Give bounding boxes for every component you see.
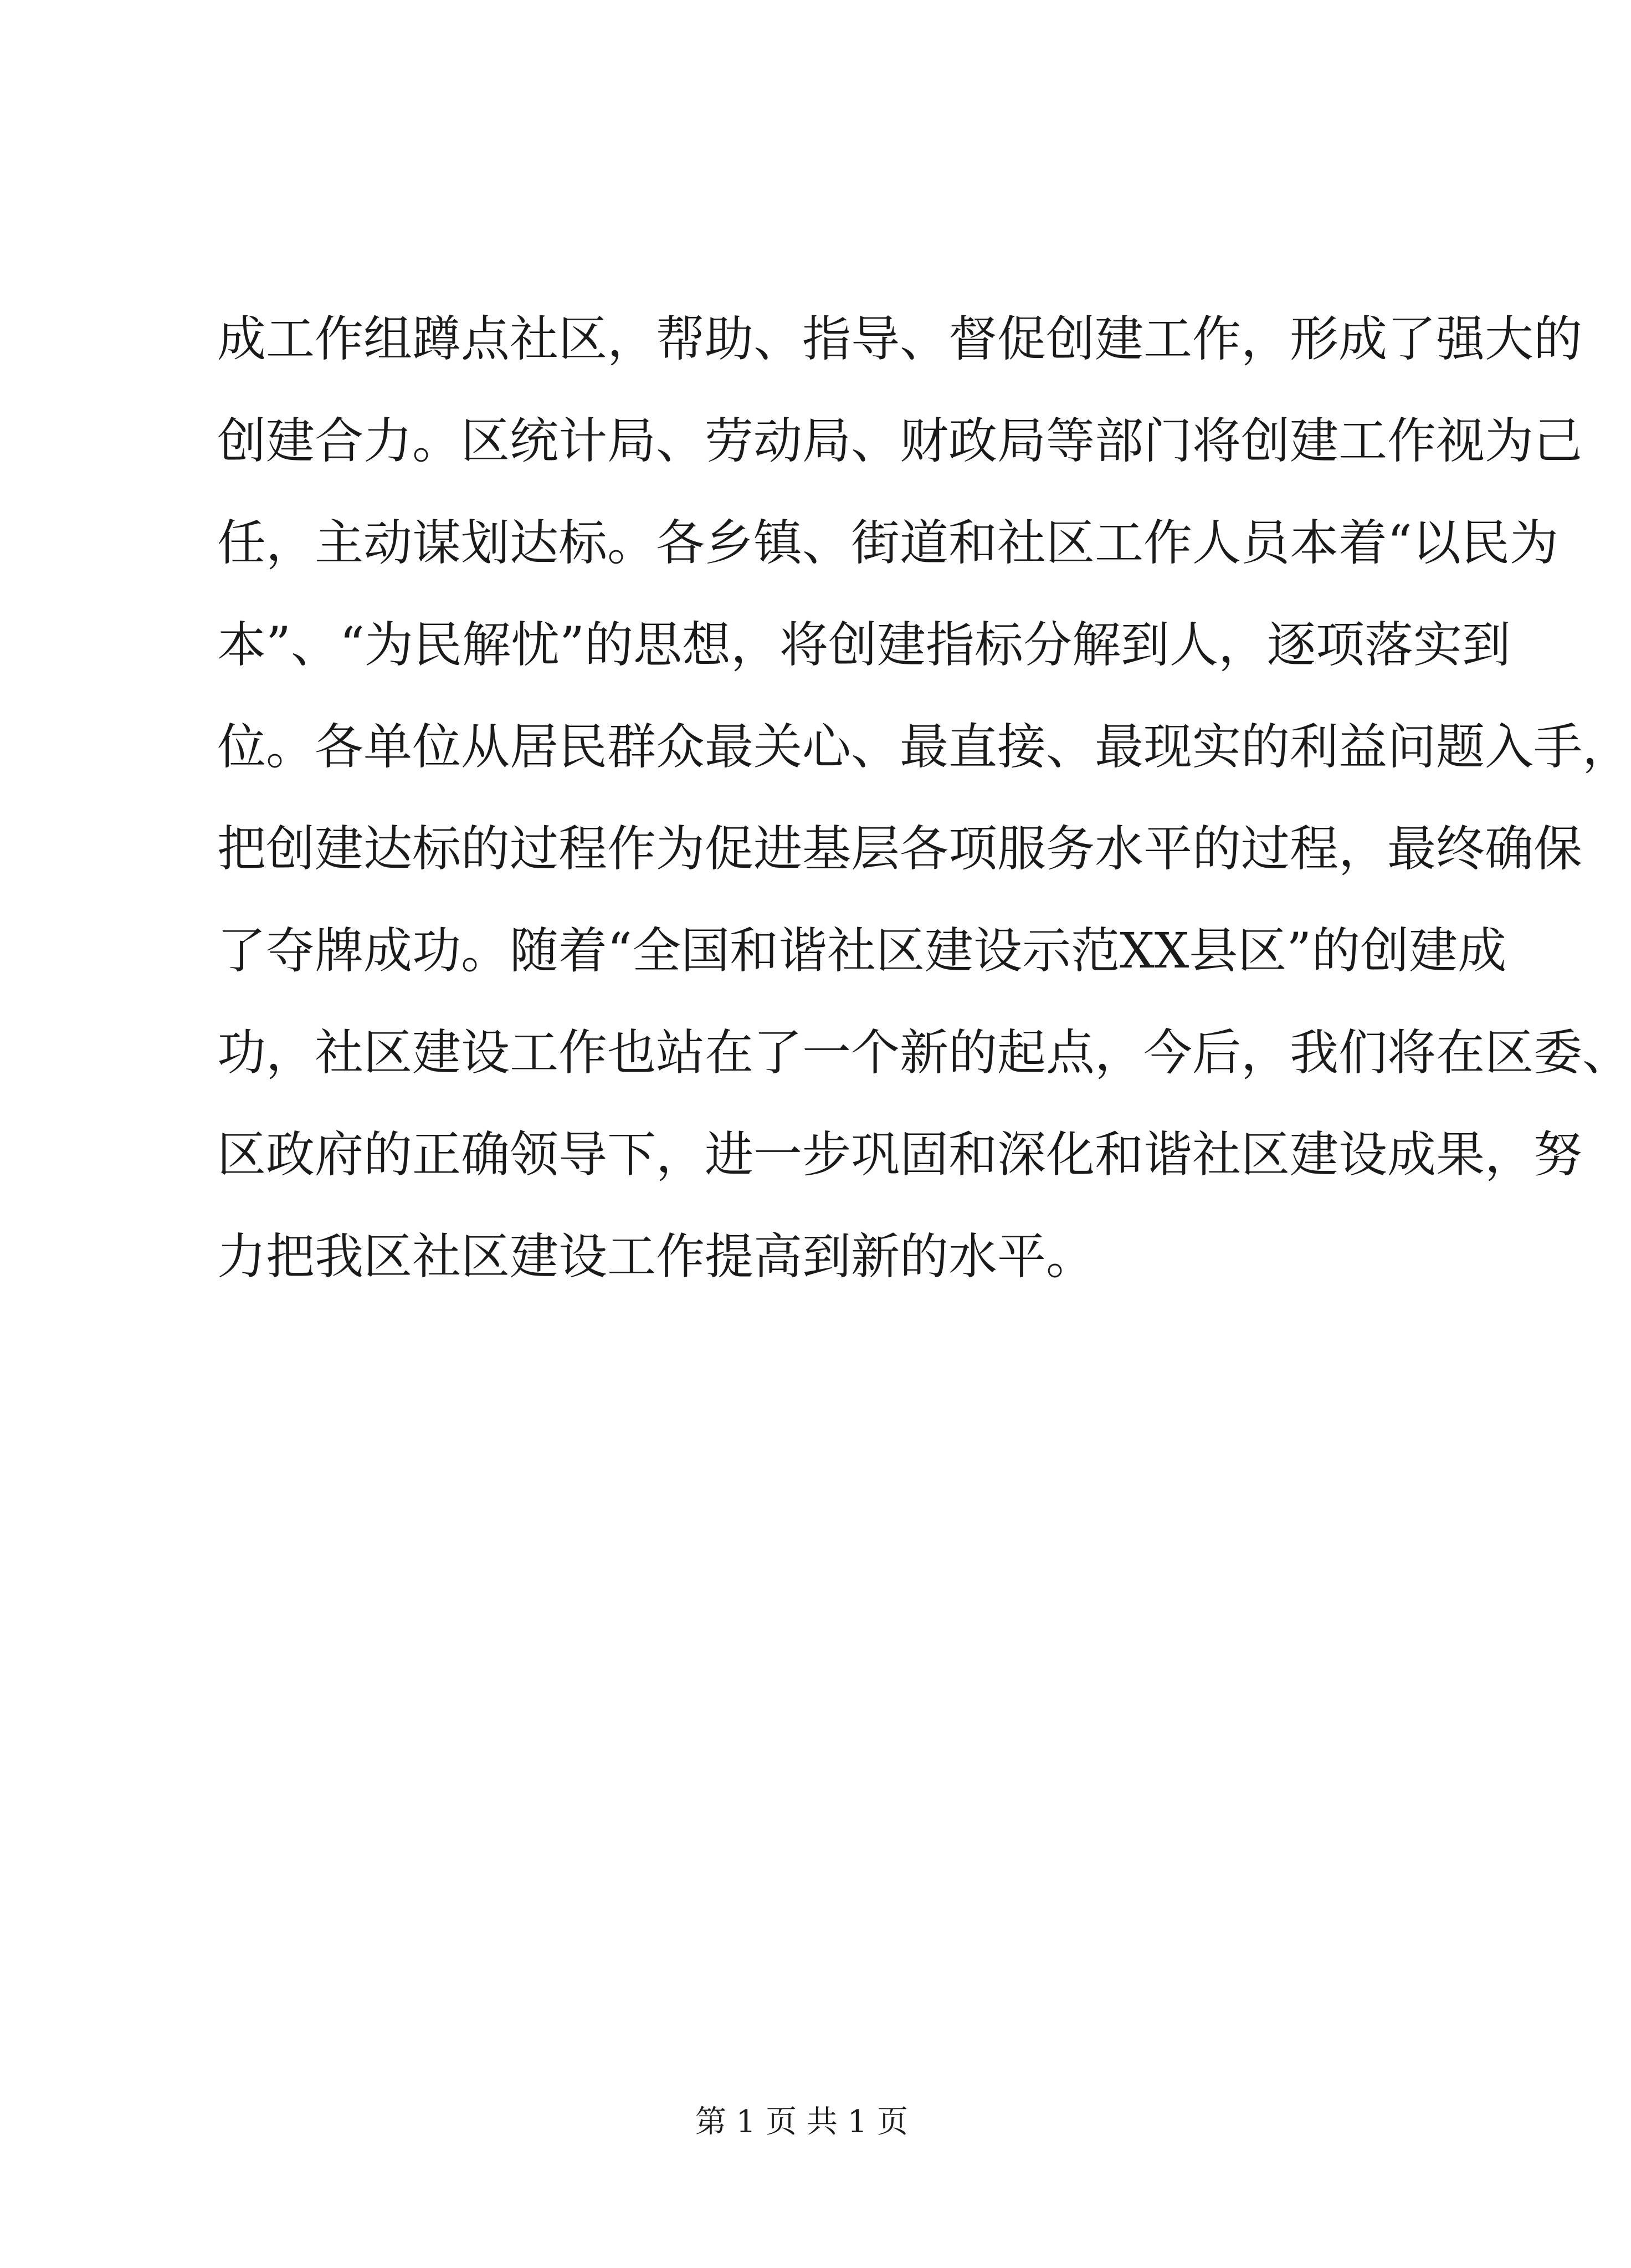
paragraph-line-5: 位。各单位从居民群众最关心、最直接、最现实的利益问题入手，: [217, 718, 1631, 775]
paragraph-line-1: 成工作组蹲点社区，帮助、指导、督促创建工作，形成了强大的: [217, 310, 1583, 367]
body-paragraph: [217, 288, 1631, 1308]
page-number-footer: 第 1 页 共 1 页: [695, 2104, 909, 2140]
paragraph-line-8: 功，社区建设工作也站在了一个新的起点，今后，我们将在区委、: [217, 1024, 1631, 1081]
paragraph-line-9: 区政府的正确领导下，进一步巩固和深化和谐社区建设成果，努: [217, 1126, 1583, 1183]
paragraph-line-7: 了夺牌成功。随着“全国和谐社区建设示范XX县区”的创建成: [217, 922, 1507, 979]
paragraph-line-6: 把创建达标的过程作为促进基层各项服务水平的过程，最终确保: [217, 820, 1583, 877]
paragraph-line-2: 创建合力。区统计局、劳动局、财政局等部门将创建工作视为己: [217, 412, 1583, 469]
paragraph-line-4: 本”、“为民解忧”的思想，将创建指标分解到人，逐项落实到: [217, 616, 1511, 673]
paragraph-line-3: 任，主动谋划达标。各乡镇、街道和社区工作人员本着“以民为: [217, 514, 1558, 571]
paragraph-line-10: 力把我区社区建设工作提高到新的水平。: [217, 1228, 1095, 1285]
